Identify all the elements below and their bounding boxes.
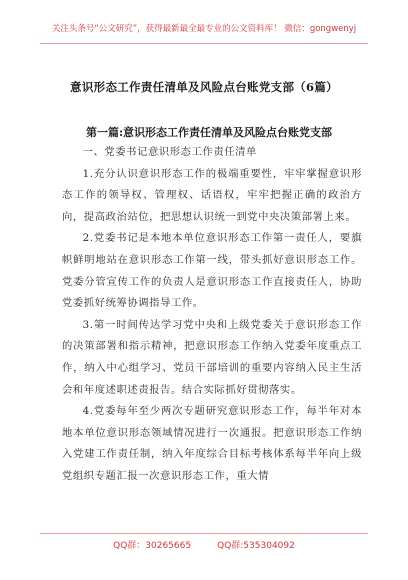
paragraph: 2.党委书记是本地本单位意识形态工作第一责任人，要旗帜鲜明地站在意识形态工作第一线，带头抓好意识形态工作。党委分管宣传工作的负责人是意识形态工作直接责任人，协助党委抓好统筹协调指导工作。 (62, 232, 362, 310)
header-divider (40, 43, 368, 44)
paragraph: 1.充分认识意识形态工作的极端重要性，牢牢掌握意识形态工作的领导权、管理权、话语权，牢牢把握正确的政治方向，提高政治站位，把思想认识统一到党中央决策部署上来。 (62, 167, 362, 223)
paragraph: 3.第一时间传达学习党中央和上级党委关于意识形态工作的决策部署和指示精神，把意识形态工作纳入党委年度重点工作，纳入中心组学习、党员干部培训的重要内容纳入民主生活会和年度述职述责报告。结合实际抓好贯彻落实。 (62, 318, 362, 396)
qq-group-1: QQ群：30265665 (113, 541, 192, 551)
footer-divider (40, 533, 368, 534)
promo-header: 关注头条号“公文研究”，获得最新最全最专业的公文资料库！ 微信：gongwenyj (51, 24, 357, 34)
section-heading: 一、党委书记意识形态工作责任清单 (82, 146, 257, 158)
document-body (62, 142, 362, 488)
chapter-title: 第一篇:意识形态工作责任清单及风险点台账党支部 (86, 126, 333, 139)
footer (0, 538, 408, 551)
document-title: 意识形态工作责任清单及风险点台账党支部（6篇） (70, 80, 338, 94)
qq-group-2: QQ群:535304092 (217, 541, 295, 551)
paragraph: 4.党委每年至少两次专题研究意识形态工作，每半年对本地本单位意识形态领域情况进行一次通报。把意识形态工作纳入党建工作责任制，纳入年度综合目标考核体系每半年向上级党组织专题汇报一次意识形态工作，重大情 (62, 405, 362, 482)
